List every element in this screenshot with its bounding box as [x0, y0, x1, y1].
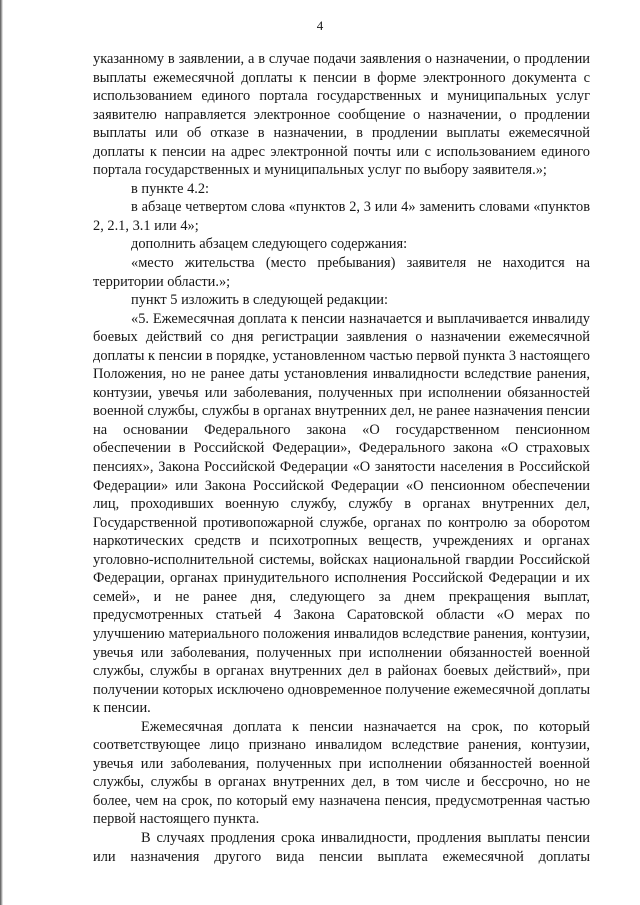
paragraph-replace-words: в абзаце четвертом слова «пунктов 2, 3 или 4» заменить словами «пунктов 2, 2.1, 3.1 или 4»; — [93, 199, 590, 234]
paragraph-add-clause: дополнить абзацем следующего содержания: — [131, 236, 408, 253]
scan-edge-shadow — [0, 0, 3, 905]
paragraph-extension-cases: В случаях продления срока инвалидности, продления выплаты пенсии или назначения другого вида пенсии выплата ежемесячной доплаты — [93, 829, 590, 865]
paragraph-point-4-2: в пункте 4.2: — [131, 180, 210, 197]
page-number: 4 — [316, 18, 324, 33]
paragraph-point-5-intro: пункт 5 изложить в следующей редакции: — [131, 292, 388, 309]
document-body — [93, 50, 590, 866]
paragraph-point-5-text: «5. Ежемесячная доплата к пенсии назначается и выплачивается инвалиду боевых действий со дня регистрации заявления о назначении ежемесячной доплаты к пенсии в порядке, установленном частью первой пункта 3 настоящего Положения, но не ранее даты установления инвалидности вследствие ранения, контузии, увечья или заболевания, полученных при исполнении обязанностей военной службы, службы в органах внутренних дел, не ранее назначения пенсии на основании Федерального закона «О государственном пенсионном обеспечении в Российской Федерации», Федерального закона «О страховых пенсиях», Закона Российской Федерации «О занятости населения в Российской Федерации» или Закона Российской Федерации «О пенсионном обеспечении лиц, проходивших военную службу, службу в органах внутренних дел, Государственной противопожарной службе, органах по контролю за оборотом наркотических средств и психотропных веществ, учреждениях и органах уголовно-исполнительной системы, войсках национальной гвардии Российской Федерации, органах принудительного исполнения Российской Федерации и их семей», и не ранее дня, следующего за днем прекращения выплат, предусмотренных статьей 4 Закона Саратовской области «О мерах по улучшению материального положения инвалидов вследствие ранения, контузии, увечья или заболевания, полученных при исполнении обязанностей военной службы, службы в органах внутренних дел в районах боевых действий», при получении которых исключено одновременное получение ежемесячной доплаты к пенсии. — [93, 310, 590, 717]
paragraph-continuation: указанному в заявлении, а в случае подачи заявления о назначении, о продлении выплаты ежемесячной доплаты к пенсии в форме электронного документа с использованием единого портала государственных и муниципальных услуг заявителю направляется электронное сообщение о назначении, о продлении выплаты или об отказе в назначении, в продлении выплаты ежемесячной доплаты к пенсии на адрес электронной почты или с использованием единого портала государственных и муниципальных услуг по выбору заявителя.»; — [93, 51, 590, 179]
paragraph-residence-clause: «место жительства (место пребывания) заявителя не находится на территории области.»; — [93, 255, 590, 290]
paragraph-term-of-payment: Ежемесячная доплата к пенсии назначается на срок, по который соответствующее лицо признано инвалидом вследствие ранения, контузии, увечья или заболевания, полученных при исполнении обязанностей военной службы, службы в органах внутренних дел, в том числе и бессрочно, но не более, чем на срок, по который ему назначена пенсия, предусмотренная частью первой настоящего пункта. — [93, 718, 590, 828]
